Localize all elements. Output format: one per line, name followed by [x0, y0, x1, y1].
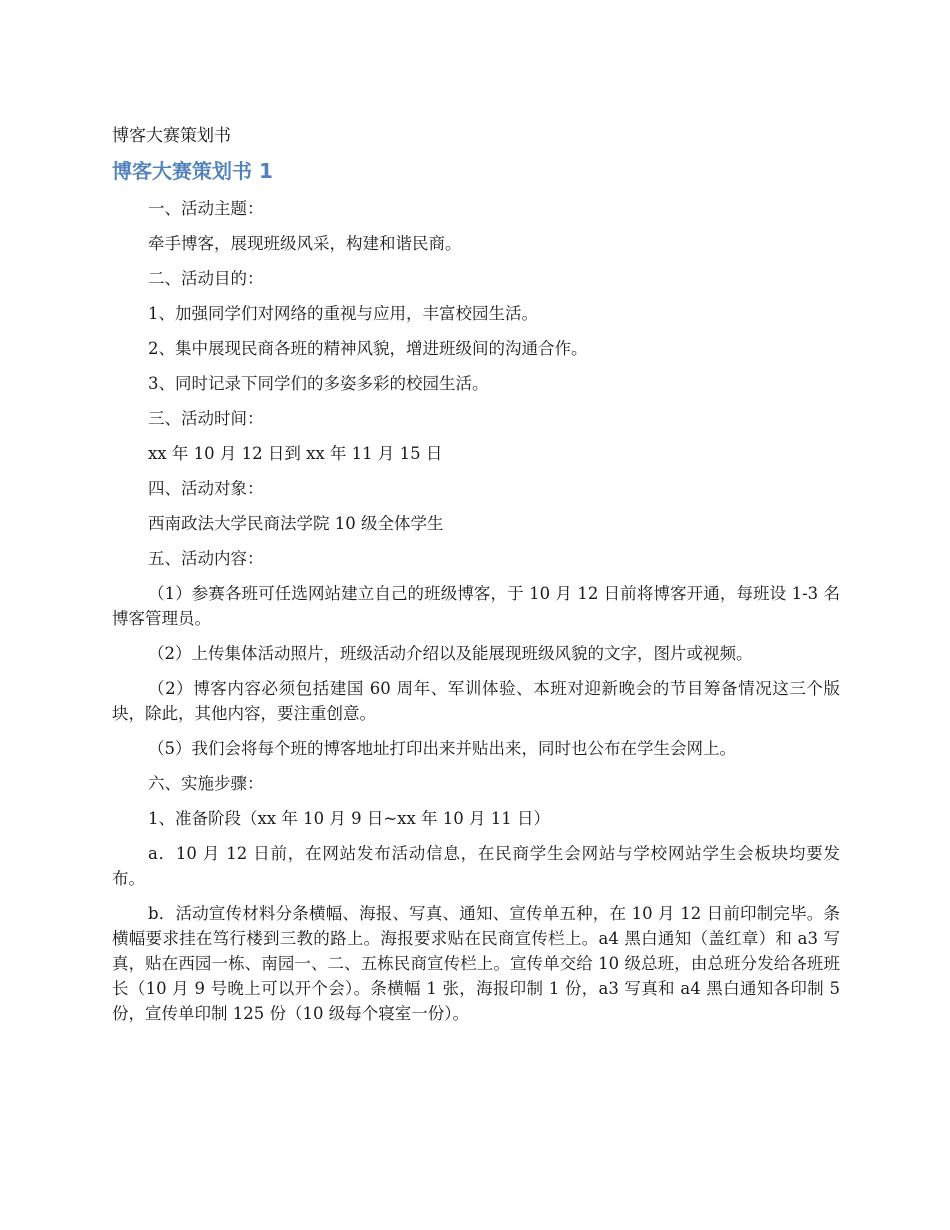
paragraph-purpose-3: 3、同时记录下同学们的多姿多彩的校园生活。 [148, 374, 489, 393]
paragraph-content-3: （2）博客内容必须包括建国 60 周年、军训体验、本班对迎新晚会的节目筹备情况这三个版块，除此，其他内容，要注重创意。 [112, 679, 840, 723]
paragraph-step-a: a．10 月 12 日前，在网站发布活动信息，在民商学生会网站与学校网站学生会板块均要发布。 [112, 844, 840, 888]
paragraph-content-2: （2）上传集体活动照片，班级活动介绍以及能展现班级风貌的文字，图片或视频。 [148, 644, 753, 663]
paragraph-theme-text: 牵手博客，展现班级风采，构建和谐民商。 [148, 234, 462, 253]
paragraph-steps-label: 六、实施步骤： [148, 774, 264, 793]
paragraph-content-5: （5）我们会将每个班的博客地址打印出来并贴出来，同时也公布在学生会网上。 [148, 739, 736, 758]
paragraph-audience-text: 西南政法大学民商法学院 10 级全体学生 [148, 514, 444, 533]
paragraph-purpose-label: 二、活动目的： [148, 269, 264, 288]
paragraph-time-text: xx 年 10 月 12 日到 xx 年 11 月 15 日 [148, 444, 443, 463]
paragraph-step-prep: 1、准备阶段（xx 年 10 月 9 日~xx 年 10 月 11 日） [148, 809, 550, 828]
paragraph-step-b: b．活动宣传材料分条横幅、海报、写真、通知、宣传单五种，在 10 月 12 日前印制完毕。条横幅要求挂在笃行楼到三教的路上。海报要求贴在民商宣传栏上。a4 黑白通知（盖红章）和 a3 写真，贴在西园一栋、南园一、二、五栋民商宣传栏上。宣传单交给 10 级总班，由总班分发给各班班长（10 月 9 号晚上可以开个会）。条横幅 1 张，海报印制 1 份，a3 写真和 a4 黑白通知各印制 5 份，宣传单印制 125 份（10 级每个寝室一份）。 [112, 904, 840, 1023]
document-page [112, 122, 840, 1036]
section-heading: 博客大赛策划书 1 [112, 159, 273, 183]
paragraph-content-label: 五、活动内容： [148, 549, 264, 568]
document-title: 博客大赛策划书 [112, 126, 231, 146]
paragraph-content-1: （1）参赛各班可任选网站建立自己的班级博客，于 10 月 12 日前将博客开通，每班设 1-3 名博客管理员。 [112, 584, 840, 628]
paragraph-time-label: 三、活动时间： [148, 409, 264, 428]
paragraph-purpose-1: 1、加强同学们对网络的重视与应用，丰富校园生活。 [148, 304, 538, 323]
paragraph-purpose-2: 2、集中展现民商各班的精神风貌，增进班级间的沟通合作。 [148, 339, 588, 358]
paragraph-theme-label: 一、活动主题： [148, 199, 264, 218]
paragraph-audience-label: 四、活动对象： [148, 479, 264, 498]
